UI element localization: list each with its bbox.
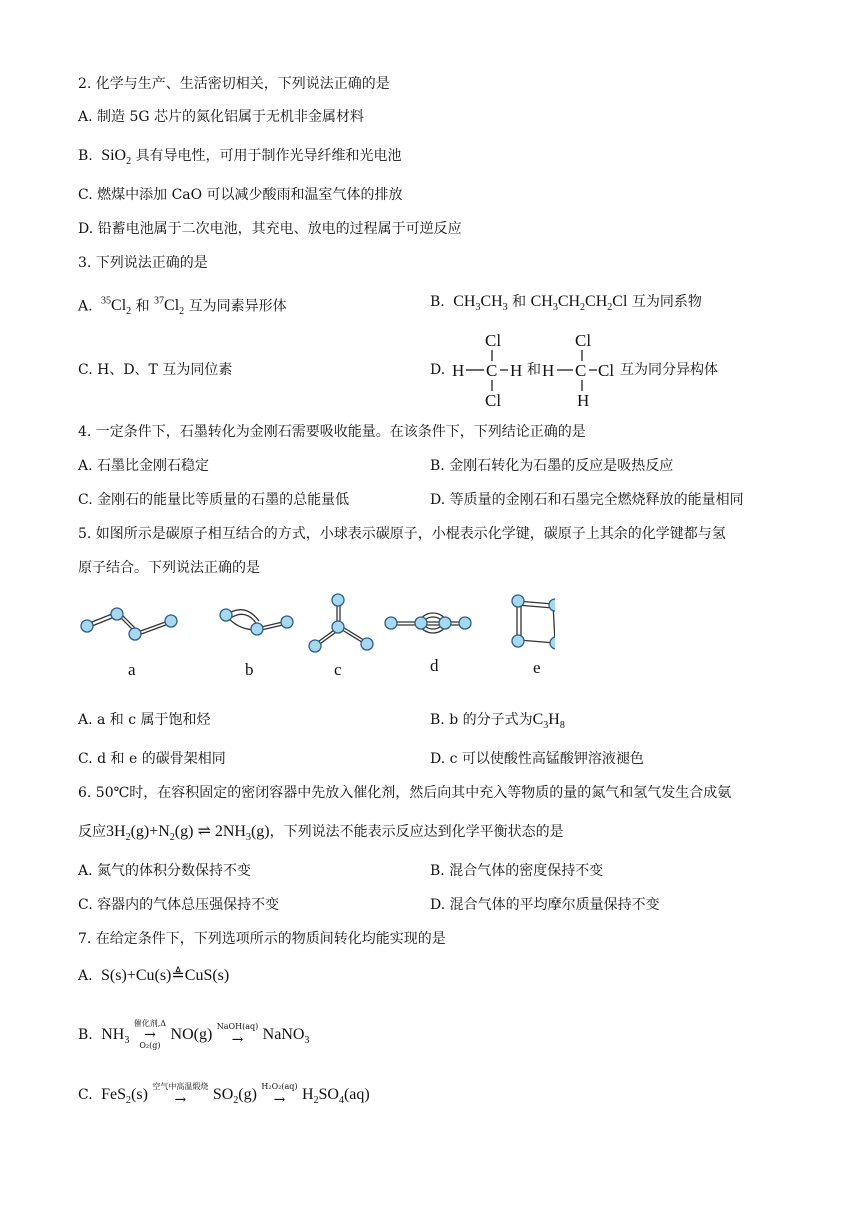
q7-a-prefix: A. [78, 968, 93, 984]
svg-text:Cl: Cl [598, 361, 615, 380]
q6-option-d: D. 混合气体的平均摩尔质量保持不变 [430, 897, 660, 913]
q3-b-suffix: 互为同系物 [631, 294, 702, 310]
q2-b-text: 具有导电性，可用于制作光导纤维和光电池 [135, 148, 402, 164]
formula-nh3: $NH_3$ [97, 1026, 130, 1047]
q5-stem-1: 5. 如图所示是碳原子相互结合的方式，小球表示碳原子，小棍表示化学键，碳原子上其余的化学键都与氢 [78, 526, 726, 542]
q2-option-d: D. 铅蓄电池属于二次电池，其充电、放电的过程属于可逆反应 [78, 221, 462, 237]
equation-cus: S(s)+Cu(s)≜CuS(s) [97, 967, 230, 984]
q3-option-a [78, 292, 287, 323]
formula-h2so4: $H_2SO_4(aq)$ [301, 1086, 370, 1107]
q3-a-and: 和 [135, 298, 150, 315]
cond-naoh: NaOH(aq) [216, 1022, 259, 1031]
arrow-naoh: NaOH(aq) → [216, 1022, 259, 1048]
svg-text:H: H [542, 361, 555, 380]
q5-b-prefix: B. b 的分子式为 [430, 712, 533, 728]
q6-stem2-suffix: ，下列说法不能表示反应达到化学平衡状态的是 [269, 824, 564, 840]
q4-stem: 4. 一定条件下，石墨转化为金刚石需要吸收能量。在该条件下，下列结论正确的是 [78, 424, 586, 440]
q5-stem-2: 原子结合。下列说法正确的是 [78, 560, 260, 576]
label-b: b [245, 660, 254, 679]
q3-a-prefix: A. [78, 298, 93, 315]
q2-stem: 2. 化学与生产、生活密切相关，下列说法正确的是 [78, 76, 390, 92]
q6-stem-1: 6. 50℃时，在容积固定的密闭容器中先放入催化剂，然后向其中充入等物质的量的氮气和氢气发生合成氨 [78, 785, 732, 801]
label-e: e [533, 658, 541, 677]
q3-d-suffix: 互为同分异构体 [620, 362, 718, 378]
svg-text:H: H [452, 361, 465, 380]
arrow-calcine: 空气中高温煅烧 → [152, 1082, 209, 1108]
svg-text:H: H [510, 361, 523, 380]
q6-stem-2 [78, 822, 564, 848]
formula-37cl2: $^{37}Cl_2$ [154, 296, 185, 318]
formula-so2: $SO_2(g)$ [212, 1086, 257, 1107]
q7-b-prefix: B. [78, 1027, 93, 1043]
molecule-d [391, 613, 465, 633]
q3-stem: 3. 下列说法正确的是 [78, 255, 208, 271]
q7-option-a [78, 966, 229, 986]
q2-b-prefix: B. [78, 148, 93, 164]
q4-option-c: C. 金刚石的能量比等质量的石墨的总能量低 [78, 492, 350, 508]
q3-d-and: 和 [527, 362, 541, 378]
svg-text:Cl: Cl [575, 331, 592, 350]
q5-option-a: A. a 和 c 属于饱和烃 [78, 712, 211, 728]
q5-option-b [430, 710, 565, 736]
svg-text:Cl: Cl [485, 331, 502, 350]
carbon-skeleton-figure [75, 590, 555, 665]
q6-option-a: A. 氮气的体积分数保持不变 [78, 863, 252, 879]
equation-ammonia: $3H_2(g)+N_2(g)$ ⇌ $2NH_3(g)$ [106, 823, 270, 844]
q6-option-c: C. 容器内的气体总压强保持不变 [78, 897, 280, 913]
svg-text:C: C [486, 361, 498, 380]
q3-a-suffix: 互为同素异形体 [188, 298, 287, 315]
formula-ethane: $CH_3CH_3$ [449, 293, 508, 314]
q3-option-b [430, 292, 702, 318]
q4-option-a: A. 石墨比金刚石稳定 [78, 458, 210, 474]
cond-catalyst: 催化剂,Δ [133, 1019, 167, 1028]
formula-35cl2: $^{35}Cl_2$ [101, 296, 132, 318]
q7-option-b [78, 1012, 309, 1064]
q3-b-prefix: B. [430, 294, 445, 310]
cond-o2: O₂(g) [139, 1041, 161, 1050]
q4-option-b: B. 金刚石转化为石墨的反应是吸热反应 [430, 458, 674, 474]
label-d: d [430, 656, 439, 675]
label-c: c [334, 660, 342, 679]
q6-stem2-prefix: 反应 [78, 824, 106, 840]
q3-option-c: C. H、D、T 互为同位素 [78, 362, 233, 378]
svg-text:Cl: Cl [485, 391, 502, 410]
arrow-catalyst: 催化剂,Δ → O₂(g) [133, 1019, 167, 1050]
formula-fes2: FeS$_2$(s) [97, 1086, 148, 1107]
q4-option-d: D. 等质量的金刚石和石墨完全燃烧释放的能量相同 [430, 492, 744, 508]
formula-no: NO(g) [170, 1026, 213, 1043]
q5-option-d: D. c 可以使酸性高锰酸钾溶液褪色 [430, 751, 644, 767]
q3-option-d-prefix: D. [430, 362, 446, 378]
q2-option-a: A. 制造 5G 芯片的氮化铝属于无机非金属材料 [78, 109, 365, 125]
label-a: a [128, 660, 136, 679]
q7-option-c [78, 1072, 370, 1124]
formula-sio2: SiO$_2$ [97, 147, 132, 168]
q7-c-prefix: C. [78, 1087, 93, 1103]
formula-nano3: NaNO$_3$ [262, 1026, 310, 1047]
arrow-h2o2: H₂O₂(aq) → [261, 1082, 298, 1108]
q2-option-b [78, 146, 402, 172]
cond-h2o2: H₂O₂(aq) [261, 1082, 298, 1091]
svg-text:C: C [575, 361, 587, 380]
q7-stem: 7. 在给定条件下，下列选项所示的物质间转化均能实现的是 [78, 931, 446, 947]
svg-text:H: H [577, 391, 590, 410]
q5-option-c: C. d 和 e 的碳骨架相同 [78, 751, 226, 767]
q6-option-b: B. 混合气体的密度保持不变 [430, 863, 604, 879]
q2-option-c: C. 燃煤中添加 CaO 可以减少酸雨和温室气体的排放 [78, 187, 403, 203]
formula-c3h8: $C_3H_8$ [532, 711, 565, 732]
cond-air-calcine: 空气中高温煅烧 [152, 1082, 209, 1091]
formula-chloropropane: $CH_3CH_2CH_2Cl$ [530, 293, 628, 314]
q3-b-and: 和 [512, 294, 527, 310]
